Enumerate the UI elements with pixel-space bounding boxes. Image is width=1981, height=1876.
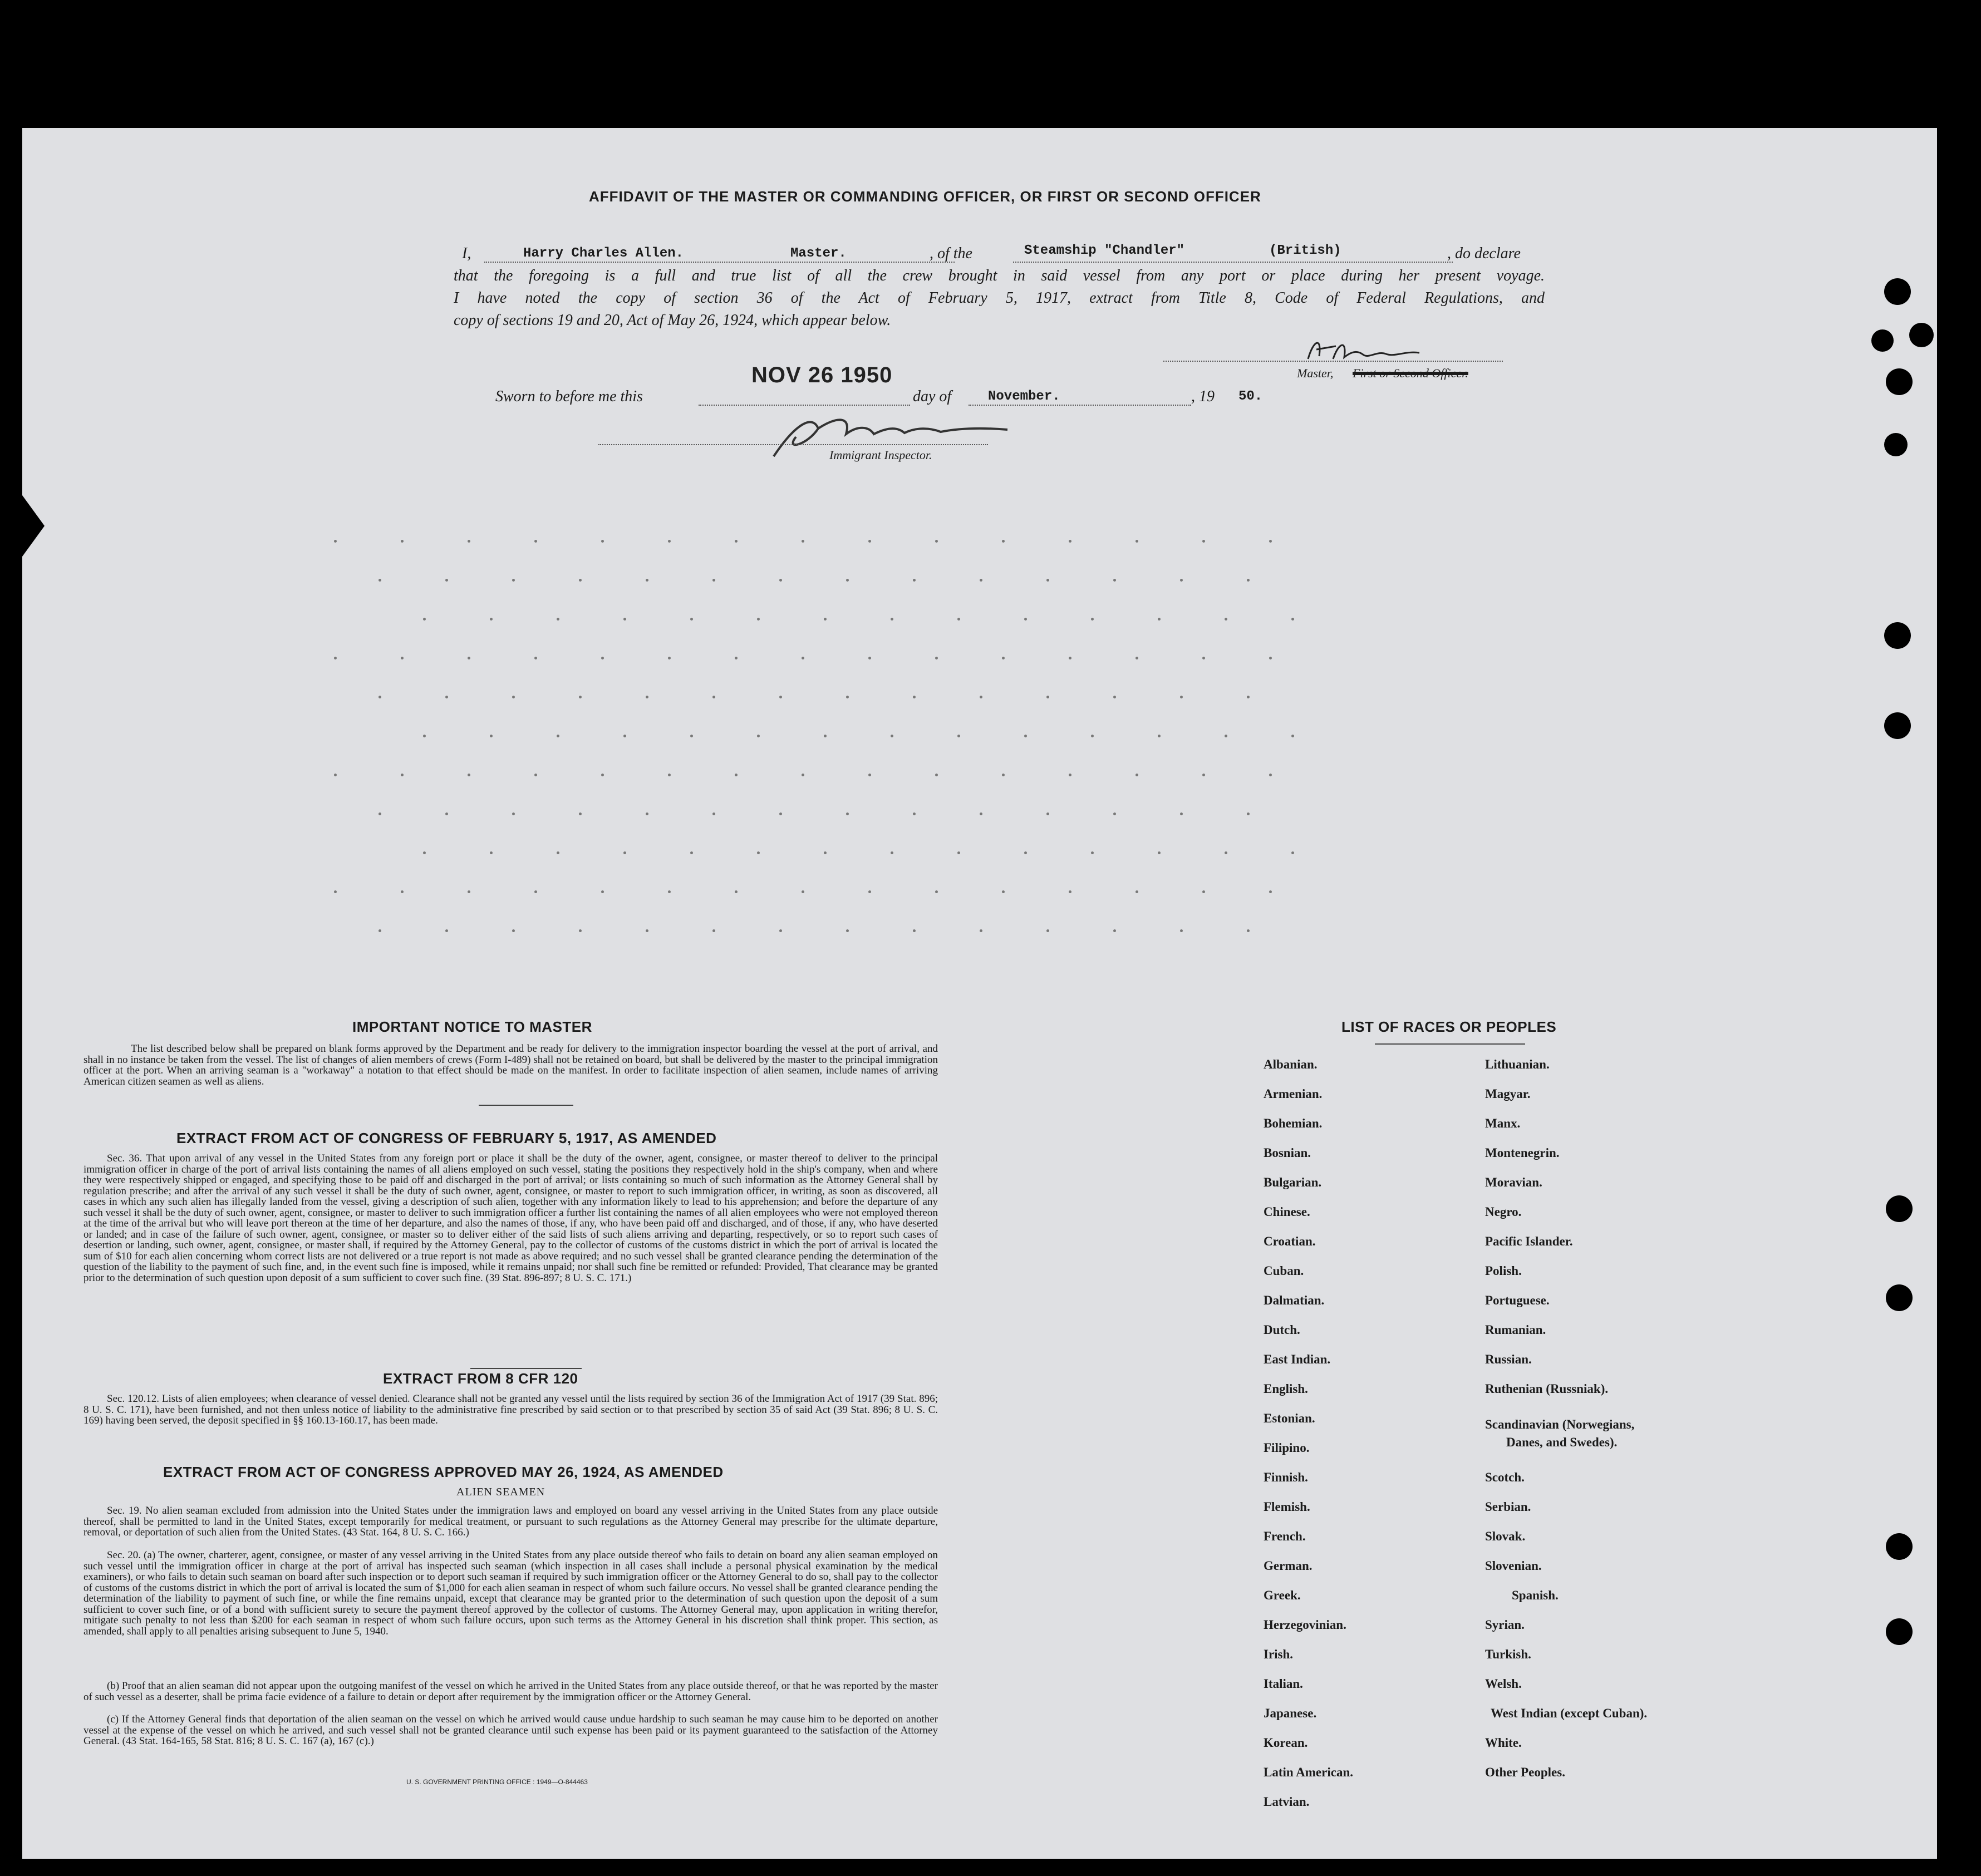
race-item: Bulgarian. [1264, 1175, 1322, 1189]
show-through-dot [935, 657, 938, 659]
affidavit-line-2: that the foregoing is a full and true list of all the crew brought in said vessel from any port or place during her present voyage. [454, 267, 1545, 284]
races-heading: LIST OF RACES OR PEOPLES [1341, 1018, 1557, 1035]
show-through-dot [1225, 735, 1227, 737]
race-item: Flemish. [1264, 1500, 1310, 1514]
show-through-dot [1202, 774, 1205, 776]
show-through-dot [579, 929, 582, 932]
punch-hole [1886, 1618, 1913, 1645]
master-caption: Master, [1297, 366, 1334, 380]
show-through-dot [668, 657, 671, 659]
show-through-dot [534, 890, 537, 893]
printer-imprint: U. S. GOVERNMENT PRINTING OFFICE : 1949—O-844463 [406, 1778, 588, 1786]
race-item: Cuban. [1264, 1264, 1304, 1278]
show-through-dot [802, 540, 804, 543]
show-through-dot [646, 579, 648, 582]
show-through-dot [1135, 774, 1138, 776]
affidavit-line-3: I have noted the copy of section 36 of the Act of February 5, 1917, extract from Title 8, Code of Federal Regulations, and [454, 289, 1545, 307]
show-through-dot [1113, 929, 1116, 932]
show-through-dot [1247, 579, 1250, 582]
show-through-dot [1113, 579, 1116, 582]
show-through-dot [846, 696, 849, 698]
show-through-dot [378, 696, 381, 698]
show-through-dot [1135, 657, 1138, 659]
show-through-dot [1158, 618, 1161, 621]
extract-1924-sec20c: (c) If the Attorney General finds that deportation of the alien seaman on the vessel on which he arrived would cause undue hardship to such seaman he may cause him to be deported on another vessel at the expense of the vessel on which he arrived, and such vessel shall not be granted clearance until such expense has been paid or its payment guaranteed to the satisfaction of the Attorney General. (43 Stat. 164-165, 58 Stat. 816; 8 U. S. C. 167 (a), 167 (c).) [83, 1713, 938, 1747]
show-through-dot [601, 657, 604, 659]
race-item: French. [1264, 1529, 1306, 1543]
show-through-dot [401, 540, 404, 543]
show-through-dot [957, 618, 960, 621]
show-through-dot [334, 657, 337, 659]
show-through-dot [846, 813, 849, 815]
show-through-dot [1269, 890, 1272, 893]
sworn-year: 50. [1238, 389, 1263, 404]
show-through-dot [423, 851, 426, 854]
race-item: Korean. [1264, 1736, 1308, 1750]
show-through-dot [690, 851, 693, 854]
show-through-dot [980, 929, 982, 932]
race-item: Welsh. [1485, 1677, 1522, 1691]
show-through-dot [1202, 890, 1205, 893]
race-item: German. [1264, 1559, 1313, 1573]
show-through-dot [1247, 813, 1250, 815]
race-item: West Indian (except Cuban). [1491, 1706, 1648, 1720]
show-through-dot [779, 696, 782, 698]
show-through-dot [1069, 890, 1071, 893]
punch-hole [1886, 368, 1913, 395]
show-through-dot [980, 813, 982, 815]
show-through-dot [712, 929, 715, 932]
race-item: Latin American. [1264, 1765, 1353, 1779]
race-item: Armenian. [1264, 1087, 1323, 1101]
race-item: Pacific Islander. [1485, 1234, 1573, 1248]
show-through-dot [891, 735, 893, 737]
show-through-dot [579, 696, 582, 698]
show-through-dot [1091, 851, 1094, 854]
show-through-dot [891, 618, 893, 621]
race-item: Spanish. [1512, 1588, 1559, 1602]
show-through-dot [579, 579, 582, 582]
show-through-dot [1180, 696, 1183, 698]
month-line [969, 405, 1191, 406]
show-through-dot [868, 774, 871, 776]
race-item: Portuguese. [1485, 1293, 1550, 1307]
show-through-dot [1002, 890, 1005, 893]
show-through-dot [445, 579, 448, 582]
show-through-dot [646, 813, 648, 815]
show-through-dot [468, 890, 470, 893]
show-through-dot [735, 774, 738, 776]
show-through-dot [913, 929, 916, 932]
show-through-dot [1291, 735, 1294, 737]
race-item: Danes, and Swedes). [1506, 1435, 1618, 1449]
show-through-dot [1269, 774, 1272, 776]
show-through-dot [1202, 657, 1205, 659]
sworn-label: Sworn to before me this [495, 388, 643, 405]
alien-seamen-subheading: ALIEN SEAMEN [456, 1486, 545, 1498]
show-through-dot [1024, 735, 1027, 737]
race-item: Polish. [1485, 1264, 1522, 1278]
show-through-dot [735, 540, 738, 543]
race-item: Serbian. [1485, 1500, 1531, 1514]
race-item: Estonian. [1264, 1411, 1315, 1425]
show-through-dot [468, 774, 470, 776]
race-item: English. [1264, 1382, 1308, 1396]
race-item: Albanian. [1264, 1057, 1318, 1071]
race-item: White. [1485, 1736, 1522, 1750]
show-through-dot [1002, 540, 1005, 543]
race-item: Moravian. [1485, 1175, 1542, 1189]
show-through-dot [1046, 579, 1049, 582]
notice-text: The list described below shall be prepared on blank forms approved by the Department and be ready for delivery to the immigration inspector boarding the vessel at the port of arrival, and shall in no instance be taken from the vessel. The list of changes of alien members of crews (Form I-489) shall not be retained on board, but shall be delivered by the master to the principal immigration officer at the port. When an arriving seaman is a "workaway" a notation to that effect should be made on the manifest. In order to facilitate inspection of alien seamen, include names of arriving American citizen seamen as well as aliens. [83, 1043, 938, 1087]
show-through-dot [957, 851, 960, 854]
show-through-dot [601, 890, 604, 893]
document-sheet [22, 128, 1937, 1859]
race-item: Finnish. [1264, 1470, 1308, 1484]
of-the-label: , of the [930, 245, 972, 262]
race-item: Other Peoples. [1485, 1765, 1565, 1779]
show-through-dot [557, 851, 559, 854]
show-through-dot [913, 579, 916, 582]
show-through-dot [579, 813, 582, 815]
show-through-dot [534, 540, 537, 543]
show-through-dot [490, 735, 493, 737]
punch-hole [1909, 323, 1934, 347]
show-through-dot [534, 774, 537, 776]
show-through-dot [623, 851, 626, 854]
show-through-dot [534, 657, 537, 659]
race-item: East Indian. [1264, 1352, 1331, 1366]
race-item: Negro. [1485, 1205, 1522, 1219]
show-through-dot [757, 618, 760, 621]
day-of-label: day of [913, 388, 952, 405]
show-through-dot [512, 813, 515, 815]
show-through-dot [757, 735, 760, 737]
show-through-dot [512, 929, 515, 932]
race-item: Italian. [1264, 1677, 1303, 1691]
race-item: Manx. [1485, 1116, 1521, 1130]
show-through-dot [824, 851, 827, 854]
affidavit-line-4: copy of sections 19 and 20, Act of May 26, 1924, which appear below. [454, 312, 891, 329]
notice-heading: IMPORTANT NOTICE TO MASTER [352, 1018, 592, 1035]
race-item: Syrian. [1485, 1618, 1525, 1632]
year-prefix: , 19 [1191, 388, 1215, 405]
show-through-dot [468, 540, 470, 543]
show-through-dot [802, 890, 804, 893]
punch-hole [1884, 622, 1911, 649]
sworn-month: November. [988, 389, 1060, 404]
punch-hole [1871, 329, 1894, 352]
show-through-dot [712, 813, 715, 815]
show-through-dot [757, 851, 760, 854]
show-through-dot [1269, 657, 1272, 659]
race-item: Japanese. [1264, 1706, 1317, 1720]
inspector-signature-line [598, 444, 988, 445]
show-through-dot [690, 618, 693, 621]
show-through-dot [712, 696, 715, 698]
show-through-dot [1158, 735, 1161, 737]
extract-cfr-text: Sec. 120.12. Lists of alien employees; when clearance of vessel denied. Clearance shall not be granted any vessel until the lists required by section 36 of the Immigration Act of 1917 (39 Stat. 896; 8 U. S. C. 171), have been furnished, and not then unless notice of liability to the administrative fine prescribed by said section or to that prescribed by section 35 of said Act (39 Stat. 896; 8 U. S. C. 169) having been served, the deposit specified in §§ 160.13-160.17, has been made. [83, 1393, 938, 1426]
vessel-flag: (British) [1269, 243, 1341, 258]
show-through-dot [891, 851, 893, 854]
do-declare-label: , do declare [1447, 245, 1521, 262]
sworn-day-line [699, 405, 910, 406]
show-through-dot [868, 890, 871, 893]
race-item: Dalmatian. [1264, 1293, 1325, 1307]
show-through-dot [1091, 618, 1094, 621]
extract-1924-sec19: Sec. 19. No alien seaman excluded from admission into the United States under the immigration laws and employed on board any vessel arriving in the United States from any place outside thereof, shall be permitted to land in the United States, except temporarily for medical treatment, or pursuant to such regulations as the Attorney General may prescribe for the ultimate departure, removal, or deportation of such alien from the United States. (43 Stat. 164, 8 U. S. C. 166.) [83, 1505, 938, 1538]
race-item: Ruthenian (Russniak). [1485, 1382, 1609, 1396]
show-through-dot [779, 929, 782, 932]
show-through-dot [868, 657, 871, 659]
show-through-dot [735, 657, 738, 659]
show-through-dot [668, 540, 671, 543]
show-through-dot [980, 579, 982, 582]
race-item: Scotch. [1485, 1470, 1525, 1484]
show-through-dot [1225, 618, 1227, 621]
show-through-dot [668, 774, 671, 776]
show-through-dot [1247, 696, 1250, 698]
show-through-dot [378, 579, 381, 582]
extract-cfr-heading: EXTRACT FROM 8 CFR 120 [383, 1370, 578, 1387]
punch-hole [1886, 1195, 1913, 1222]
race-item: Croatian. [1264, 1234, 1316, 1248]
extract-1924-sec20b: (b) Proof that an alien seaman did not appear upon the outgoing manifest of the vessel on which he arrived in the United States from any place outside thereof, or that he was reported by the master of such vessel as a deserter, shall be prima facie evidence of a failure to detain or deport after requirement by the immigration officer or the Attorney General. [83, 1680, 938, 1703]
show-through-dot [935, 774, 938, 776]
show-through-dot [601, 540, 604, 543]
punch-hole [1884, 433, 1908, 456]
show-through-dot [1069, 540, 1071, 543]
show-through-dot [1091, 735, 1094, 737]
race-item: Slovenian. [1485, 1559, 1542, 1573]
show-through-dot [557, 618, 559, 621]
show-through-dot [423, 735, 426, 737]
extract-1917-divider [470, 1368, 582, 1369]
master-caption-struck: First or Second Officer. [1353, 366, 1468, 380]
race-item: Dutch. [1264, 1323, 1300, 1337]
show-through-dot [913, 696, 916, 698]
show-through-dot [334, 540, 337, 543]
show-through-dot [1069, 657, 1071, 659]
show-through-dot [1291, 851, 1294, 854]
show-through-dot [378, 813, 381, 815]
show-through-dot [1113, 696, 1116, 698]
show-through-dot [1225, 851, 1227, 854]
show-through-dot [646, 696, 648, 698]
show-through-dot [802, 774, 804, 776]
show-through-dot [1002, 657, 1005, 659]
name-line [484, 262, 955, 263]
rank: Master. [790, 246, 847, 261]
show-through-dot [935, 540, 938, 543]
show-through-dot [623, 618, 626, 621]
show-through-dot [468, 657, 470, 659]
show-through-dot [1269, 540, 1272, 543]
show-through-dot [1291, 618, 1294, 621]
show-through-dot [445, 696, 448, 698]
extract-1917-heading: EXTRACT FROM ACT OF CONGRESS OF FEBRUARY 5, 1917, AS AMENDED [176, 1130, 717, 1146]
show-through-dot [1180, 579, 1183, 582]
show-through-dot [1135, 540, 1138, 543]
race-item: Turkish. [1485, 1647, 1531, 1661]
show-through-dot [623, 735, 626, 737]
race-item: Chinese. [1264, 1205, 1310, 1219]
race-item: Herzegovinian. [1264, 1618, 1346, 1632]
show-through-dot [1024, 851, 1027, 854]
punch-hole [1884, 712, 1911, 739]
vessel-name: Steamship "Chandler" [1024, 243, 1185, 258]
inspector-caption: Immigrant Inspector. [829, 448, 932, 462]
race-item: Latvian. [1264, 1795, 1310, 1809]
show-through-dot [1135, 890, 1138, 893]
show-through-dot [512, 696, 515, 698]
show-through-dot [423, 618, 426, 621]
race-item: Montenegrin. [1485, 1146, 1560, 1160]
show-through-dot [913, 813, 916, 815]
show-through-dot [401, 890, 404, 893]
show-through-dot [445, 929, 448, 932]
show-through-dot [601, 774, 604, 776]
show-through-dot [1113, 813, 1116, 815]
show-through-dot [957, 735, 960, 737]
show-through-dot [401, 657, 404, 659]
race-item: Greek. [1264, 1588, 1301, 1602]
show-through-dot [334, 890, 337, 893]
vessel-line [1013, 262, 1453, 263]
show-through-dot [334, 774, 337, 776]
show-through-dot [490, 851, 493, 854]
race-item: Scandinavian (Norwegians, [1485, 1417, 1635, 1431]
races-heading-divider [1375, 1043, 1525, 1045]
show-through-dot [779, 579, 782, 582]
sheet-edge-notch [22, 495, 56, 562]
race-item: Russian. [1485, 1352, 1532, 1366]
show-through-dot [512, 579, 515, 582]
show-through-dot [1046, 929, 1049, 932]
show-through-dot [445, 813, 448, 815]
show-through-dot [1247, 929, 1250, 932]
master-name: Harry Charles Allen. [523, 246, 684, 261]
show-through-dot [1069, 774, 1071, 776]
show-through-dot [690, 735, 693, 737]
master-signature [1302, 334, 1431, 367]
race-item: Rumanian. [1485, 1323, 1546, 1337]
affidavit-title: AFFIDAVIT OF THE MASTER OR COMMANDING OFFICER, OR FIRST OR SECOND OFFICER [589, 188, 1261, 205]
show-through-dot [980, 696, 982, 698]
extract-1917-text: Sec. 36. That upon arrival of any vessel in the United States from any foreign port or place it shall be the duty of the owner, agent, consignee, or master thereof to deliver to the principal immigration officer in charge of the port of arrival lists containing the names of all aliens employed on such vessel, stating the positions they respectively hold in the ship's company, when and where they were respectively shipped or engaged, and specifying those to be paid off and discharged in the port of arrival; or lists containing so much of such information as the Attorney General shall by regulation prescribe; and after the arrival of any such vessel it shall be the duty of such owner, agent, consignee, or master to report to such immigration officer, in writing, as soon as discovered, all cases in which any such alien has illegally landed from the vessel, giving a description of such alien, together with any information likely to lead to his apprehension; and before the departure of any such vessel it shall be the duty of such owner, agent, consignee, or master to deliver to such immigration officer a further list containing the names of all alien employees who were not employed thereon at the time of the arrival but who will leave port thereon at the time of her departure, and also the names of those, if any, who have been paid off and discharged, and of those, if any, who have deserted or landed; and in case of the failure of such owner, agent, consignee, or master so to deliver either of the said lists of such aliens arriving and departing, respectively, or so to report such cases of desertion or landing, such owner, agent, consignee, or master shall, if required by the Attorney General, pay to the collector of customs of the customs district in which the port of arrival is located the sum of $10 for each alien concerning whom correct lists are not delivered or a true report is not made as above required; and no such vessel shall be granted clearance pending the determination of the question of the liability to the payment of such fine, and, in the event such fine is imposed, while it remains unpaid; nor shall such fine be remitted or refunded: Provided, That clearance may be granted prior to the determination of such question upon deposit of a sum sufficient to cover such fine. (39 Stat. 896-897; 8 U. S. C. 171.) [83, 1153, 938, 1284]
show-through-dot [1046, 813, 1049, 815]
extract-1924-sec20a: Sec. 20. (a) The owner, charterer, agent, consignee, or master of any vessel arriving in the United States from any place outside thereof who fails to detain on board any alien seaman employed on such vessel until the immigration officer in charge at the port of arrival has inspected such seaman (which inspection in all cases shall include a personal physical examination by the medical examiners), or who fails to detain such seaman on board after such inspection or to deport such seaman if required by such immigration officer or the Attorney General to do so, shall pay to the collector of customs of the customs district in which the port of arrival is located the sum of $1,000 for each alien seaman in respect of whom such failure occurs. No vessel shall be granted clearance pending the determination of the liability to payment of such fine, or while the fine remains unpaid, except that clearance may be granted prior to the determination of such question upon the deposit of a sum sufficient to cover such fine, or of a bond with sufficient surety to secure the payment thereof approved by the collector of customs. The Attorney General may, upon application in writing therefor, mitigate such penalty to not less than $200 for each seaman in respect of whom such failure occurs, upon such terms as the Attorney General in his discretion shall think proper. This section, as amended, shall apply to all penalties arising subsequent to June 5, 1940. [83, 1549, 938, 1637]
show-through-dot [779, 813, 782, 815]
show-through-dot [712, 579, 715, 582]
race-item: Magyar. [1485, 1087, 1531, 1101]
punch-hole [1884, 278, 1911, 305]
show-through-dot [646, 929, 648, 932]
date-stamp: NOV 26 1950 [751, 363, 893, 387]
extract-1924-heading: EXTRACT FROM ACT OF CONGRESS APPROVED MAY 26, 1924, AS AMENDED [163, 1464, 724, 1480]
race-item: Filipino. [1264, 1441, 1310, 1455]
show-through-dot [824, 618, 827, 621]
show-through-dot [1180, 929, 1183, 932]
show-through-dot [401, 774, 404, 776]
punch-hole [1886, 1533, 1913, 1560]
show-through-dot [378, 929, 381, 932]
show-through-dot [1158, 851, 1161, 854]
show-through-dot [868, 540, 871, 543]
show-through-dot [1046, 696, 1049, 698]
show-through-dot [1024, 618, 1027, 621]
notice-divider [479, 1105, 573, 1106]
show-through-dot [735, 890, 738, 893]
show-through-dot [935, 890, 938, 893]
show-through-dot [846, 579, 849, 582]
show-through-dot [490, 618, 493, 621]
punch-hole [1886, 1284, 1913, 1311]
show-through-dot [1202, 540, 1205, 543]
race-item: Lithuanian. [1485, 1057, 1550, 1071]
i-label: I, [462, 245, 471, 262]
race-item: Irish. [1264, 1647, 1294, 1661]
race-item: Bohemian. [1264, 1116, 1323, 1130]
show-through-dot [802, 657, 804, 659]
show-through-dot [824, 735, 827, 737]
show-through-dot [557, 735, 559, 737]
race-item: Slovak. [1485, 1529, 1526, 1543]
show-through-dot [1180, 813, 1183, 815]
show-through-dot [846, 929, 849, 932]
race-item: Bosnian. [1264, 1146, 1311, 1160]
show-through-dot [1002, 774, 1005, 776]
show-through-dot [668, 890, 671, 893]
